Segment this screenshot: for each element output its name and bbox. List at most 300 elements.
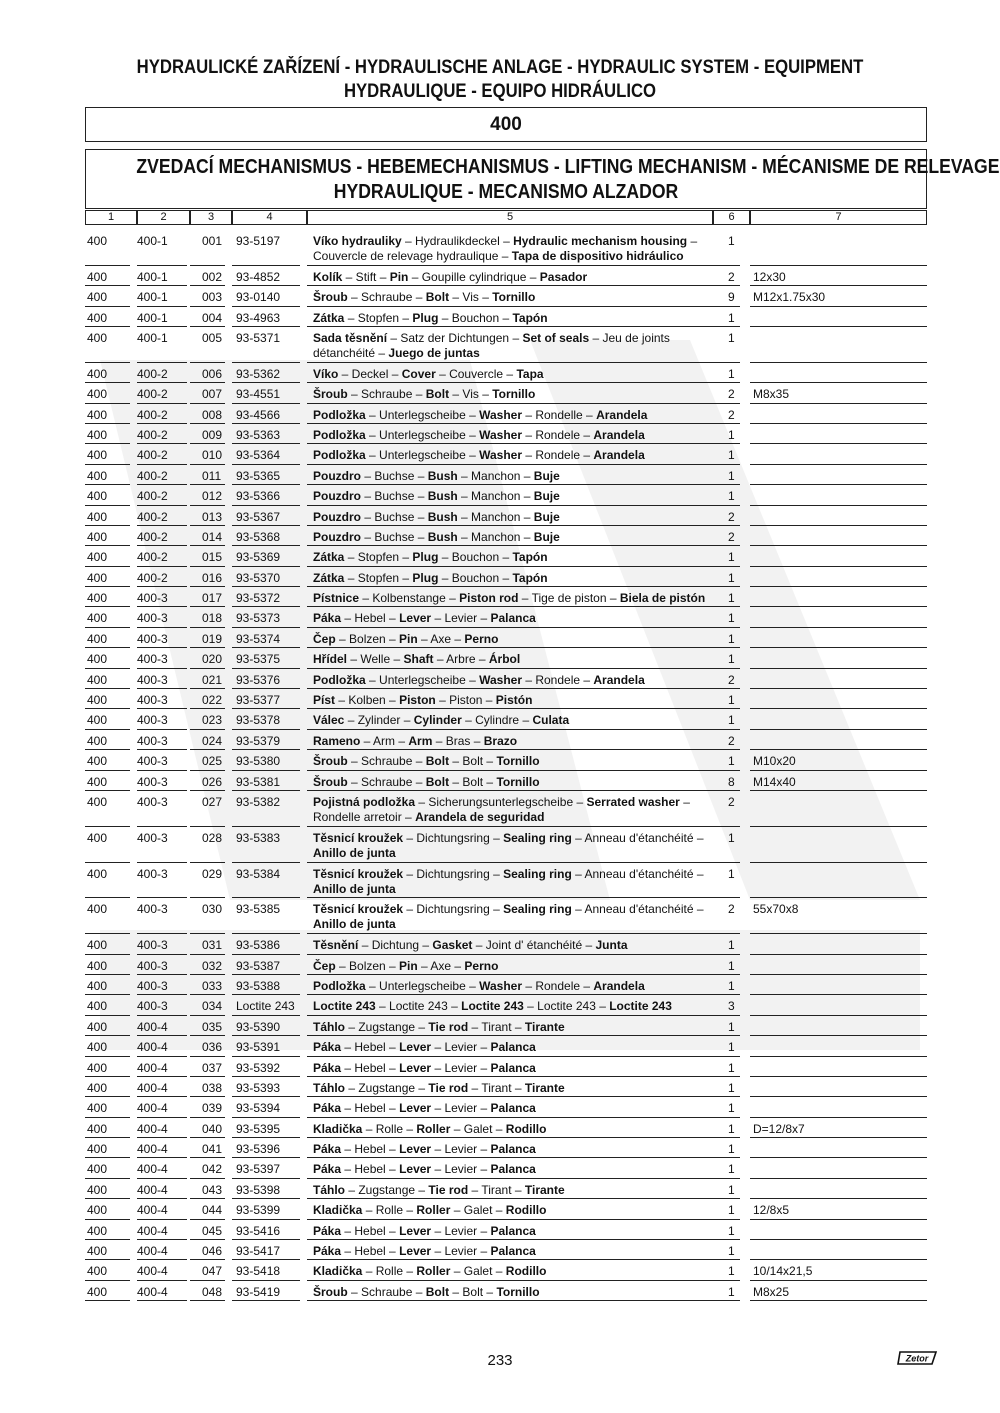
desc-text: – Arbre – — [433, 652, 489, 667]
col-group: 400 — [87, 1142, 108, 1157]
col-part-number: 93-5376 — [236, 672, 281, 687]
desc-text: – Vis – — [449, 387, 493, 402]
desc-text: – Anneau d'étanchéité – — [571, 866, 704, 881]
desc-text: – Hebel – — [341, 1162, 400, 1177]
desc-text: – Bolzen – — [335, 631, 400, 646]
col-position: 010 — [202, 448, 223, 463]
desc-text: – Kolben – — [335, 693, 400, 708]
desc-bold: Washer — [479, 978, 522, 993]
col-position: 040 — [202, 1121, 223, 1136]
col-quantity: 2 — [728, 387, 735, 402]
col-part-number: 93-5417 — [236, 1244, 281, 1259]
desc-bold: Árbol — [488, 652, 521, 667]
desc-text: – Hebel – — [341, 1142, 400, 1157]
desc-text: – Manchon – — [457, 468, 534, 483]
desc-bold: Čep — [313, 958, 336, 973]
col-quantity: 2 — [728, 529, 735, 544]
desc-bold: Palanca — [490, 1060, 536, 1075]
column-header-1: 1 — [85, 210, 137, 225]
col-group: 400 — [87, 754, 108, 769]
col-part-number: 93-4566 — [236, 407, 281, 422]
col-subgroup: 400-4 — [137, 1060, 168, 1075]
desc-bold: Cover — [401, 366, 436, 381]
desc-text: – Anneau d'étanchéité – — [571, 830, 704, 845]
desc-text: – Piston – — [435, 693, 496, 708]
desc-bold: Plug — [412, 570, 439, 585]
desc-bold: Páka — [313, 1223, 342, 1238]
desc-text: – Goupille cylindrique – — [408, 269, 540, 284]
col-group: 400 — [87, 1162, 108, 1177]
row-underline — [307, 1300, 713, 1301]
table-row — [85, 1077, 927, 1097]
col-position: 002 — [202, 269, 223, 284]
desc-text: – Satz der Dichtungen – — [387, 330, 523, 345]
desc-bold: Piston rod — [459, 591, 519, 606]
col-position: 013 — [202, 509, 223, 524]
desc-bold: Bolt — [425, 290, 450, 305]
col-part-number: 93-5381 — [236, 774, 281, 789]
desc-bold: Loctite 243 — [609, 999, 672, 1014]
col-group: 400 — [87, 978, 108, 993]
desc-bold: Rameno — [313, 733, 361, 748]
desc-bold: Tapa de dispositivo hidráulico — [511, 249, 684, 263]
table-row — [85, 526, 927, 546]
desc-text: – Rondele – — [522, 978, 594, 993]
col-quantity: 1 — [728, 1019, 735, 1034]
col-quantity: 1 — [728, 1142, 735, 1157]
desc-bold: Tapa — [516, 366, 544, 381]
desc-bold: Hydraulic mechanism housing — [513, 234, 688, 248]
col-group: 400 — [87, 938, 108, 953]
col-note: 55x70x8 — [753, 902, 799, 917]
col-part-number: 93-5364 — [236, 448, 281, 463]
col-position: 012 — [202, 489, 223, 504]
col-group: 400 — [87, 570, 108, 585]
col-part-number: 93-5197 — [236, 234, 281, 248]
desc-bold: Set of seals — [522, 330, 590, 345]
table-row — [85, 955, 927, 975]
desc-bold: Biela de pistón — [619, 591, 706, 606]
table-row — [85, 730, 927, 750]
col-subgroup: 400-1 — [137, 234, 168, 248]
desc-text: – Hebel – — [341, 1244, 400, 1259]
col-group: 400 — [87, 794, 108, 809]
col-note: D=12/8x7 — [753, 1121, 805, 1136]
desc-text: – Cylindre – — [461, 713, 533, 728]
desc-bold: Hřídel — [313, 652, 348, 667]
col-subgroup: 400-3 — [137, 958, 168, 973]
desc-bold: Pouzdro — [313, 468, 361, 483]
desc-text: – Buchse – — [361, 468, 428, 483]
desc-bold: Šroub — [313, 290, 348, 305]
desc-bold: Arandela — [593, 427, 645, 442]
col-description — [313, 1142, 713, 1157]
col-note: M10x20 — [753, 754, 796, 769]
column-header-5: 5 — [307, 210, 713, 225]
col-part-number: 93-4963 — [236, 310, 281, 325]
col-group: 400 — [87, 866, 108, 881]
desc-bold: Bolt — [425, 1284, 450, 1299]
col-part-number: 93-5391 — [236, 1040, 281, 1055]
desc-bold: Tapón — [512, 550, 548, 565]
col-description — [313, 1101, 713, 1116]
col-group: 400 — [87, 468, 108, 483]
col-description — [313, 734, 713, 749]
desc-text: – Levier – — [431, 1223, 491, 1238]
desc-text: – Unterlegscheibe – — [365, 978, 480, 993]
desc-bold: Bush — [427, 489, 458, 504]
desc-text: – Unterlegscheibe – — [365, 448, 480, 463]
col-position: 006 — [202, 366, 223, 381]
col-group: 400 — [87, 269, 108, 284]
desc-bold: Tirante — [524, 1019, 565, 1034]
col-description — [313, 408, 713, 423]
desc-bold: Gasket — [432, 938, 473, 953]
col-group: 400 — [87, 1019, 108, 1034]
table-row — [85, 1240, 927, 1260]
col-subgroup: 400-3 — [137, 999, 168, 1014]
desc-bold: Páka — [313, 1244, 342, 1259]
col-quantity: 1 — [728, 468, 735, 483]
col-group: 400 — [87, 733, 108, 748]
col-part-number: 93-5418 — [236, 1264, 281, 1279]
desc-text: – Rondele – — [522, 448, 594, 463]
col-position: 018 — [202, 611, 223, 626]
column-header-3: 3 — [190, 210, 232, 225]
desc-bold: Bush — [427, 529, 458, 544]
desc-bold: Čep — [313, 631, 336, 646]
col-description — [313, 311, 713, 326]
col-part-number: 93-5393 — [236, 1080, 281, 1095]
col-part-number: 93-5386 — [236, 938, 281, 953]
desc-bold: Rodillo — [505, 1203, 547, 1218]
desc-text: – Sicherungsunterlegscheibe – — [415, 794, 587, 809]
col-quantity: 2 — [728, 902, 735, 917]
desc-bold: Tie rod — [428, 1182, 469, 1197]
section-title-line-2: HYDRAULIQUE - MECANISMO ALZADOR — [333, 181, 679, 203]
desc-text: – Zylinder – — [344, 713, 414, 728]
col-subgroup: 400-3 — [137, 830, 168, 845]
desc-bold: Buje — [533, 489, 560, 504]
col-quantity: 1 — [728, 1264, 735, 1279]
desc-text: – Rolle – — [362, 1264, 417, 1279]
desc-bold: Těsnicí kroužek — [313, 866, 404, 881]
table-row — [85, 1281, 927, 1301]
table-row — [85, 607, 927, 627]
col-description — [313, 1183, 713, 1198]
col-subgroup: 400-3 — [137, 794, 168, 809]
col-subgroup: 400-4 — [137, 1080, 168, 1095]
col-subgroup: 400-2 — [137, 387, 168, 402]
col-subgroup: 400-3 — [137, 611, 168, 626]
row-underline — [85, 1300, 130, 1301]
desc-bold: Sealing ring — [503, 866, 572, 881]
desc-bold: Roller — [416, 1121, 451, 1136]
table-row — [85, 995, 927, 1015]
desc-text: – Arm – — [360, 733, 409, 748]
column-header-row — [85, 210, 927, 227]
desc-text: – Bouchon – — [438, 310, 513, 325]
desc-text: – Levier – — [431, 1060, 491, 1075]
col-position: 043 — [202, 1182, 223, 1197]
col-part-number: 93-5388 — [236, 978, 281, 993]
desc-text: – Levier – — [431, 1142, 491, 1157]
table-row — [85, 1158, 927, 1178]
desc-bold: Tie rod — [428, 1080, 469, 1095]
col-quantity: 1 — [728, 591, 735, 606]
desc-bold: Sealing ring — [503, 902, 572, 917]
col-quantity: 1 — [728, 570, 735, 585]
table-row — [85, 689, 927, 709]
col-part-number: 93-4852 — [236, 269, 281, 284]
col-group: 400 — [87, 672, 108, 687]
col-group: 400 — [87, 509, 108, 524]
desc-text: – Tirant – — [468, 1019, 525, 1034]
col-subgroup: 400-1 — [137, 290, 168, 305]
col-quantity: 1 — [728, 1244, 735, 1259]
desc-bold: Táhlo — [313, 1019, 345, 1034]
desc-bold: Tirante — [524, 1080, 565, 1095]
col-quantity: 1 — [728, 1060, 735, 1075]
col-group: 400 — [87, 774, 108, 789]
desc-text: – Tirant – — [468, 1080, 525, 1095]
col-group: 400 — [87, 693, 108, 708]
table-row — [85, 1097, 927, 1117]
table-row — [85, 567, 927, 587]
col-subgroup: 400-4 — [137, 1264, 168, 1279]
desc-bold: Washer — [479, 672, 522, 687]
col-position: 039 — [202, 1101, 223, 1116]
col-quantity: 1 — [728, 427, 735, 442]
col-subgroup: 400-3 — [137, 733, 168, 748]
col-part-number: 93-5419 — [236, 1284, 281, 1299]
col-position: 023 — [202, 713, 223, 728]
row-underline — [190, 1300, 225, 1301]
col-note: M14x40 — [753, 774, 796, 789]
desc-text: – Unterlegscheibe – — [365, 672, 480, 687]
col-part-number: 93-5363 — [236, 427, 281, 442]
col-part-number: 93-5416 — [236, 1223, 281, 1238]
col-part-number: 93-5394 — [236, 1101, 281, 1116]
col-group: 400 — [87, 366, 108, 381]
desc-bold: Pístnice — [313, 591, 360, 606]
col-position: 045 — [202, 1223, 223, 1238]
col-position: 032 — [202, 958, 223, 973]
desc-bold: Páka — [313, 1040, 342, 1055]
table-row — [85, 1016, 927, 1036]
desc-bold: Lever — [399, 611, 432, 626]
col-description — [313, 387, 713, 402]
col-part-number: 93-5372 — [236, 591, 281, 606]
desc-bold: Páka — [313, 1142, 342, 1157]
desc-text: – Rondele – — [522, 672, 594, 687]
col-part-number: 93-5398 — [236, 1182, 281, 1197]
table-row — [85, 1036, 927, 1056]
col-part-number: 93-5390 — [236, 1019, 281, 1034]
col-part-number: 93-5378 — [236, 713, 281, 728]
desc-bold: Bolt — [425, 754, 450, 769]
col-position: 020 — [202, 652, 223, 667]
col-part-number: 93-5383 — [236, 830, 281, 845]
col-group: 400 — [87, 902, 108, 917]
col-description — [313, 331, 713, 361]
desc-text: – Bolt – — [449, 1284, 497, 1299]
table-row — [85, 1260, 927, 1280]
group-number-box: 400 — [85, 107, 927, 142]
desc-bold: Tapón — [512, 570, 548, 585]
col-position: 017 — [202, 591, 223, 606]
col-description — [313, 1285, 713, 1300]
desc-bold: Junta — [595, 938, 628, 953]
col-part-number: 93-5379 — [236, 733, 281, 748]
col-group: 400 — [87, 290, 108, 305]
desc-text: – Unterlegscheibe – — [365, 427, 480, 442]
desc-text: – Levier – — [431, 1040, 491, 1055]
col-subgroup: 400-2 — [137, 448, 168, 463]
desc-bold: Plug — [412, 310, 439, 325]
desc-text: – Galet – — [450, 1203, 506, 1218]
desc-bold: Palanca — [490, 1101, 536, 1116]
col-description — [313, 999, 713, 1014]
col-quantity: 1 — [728, 631, 735, 646]
col-description — [313, 1244, 713, 1259]
table-row — [85, 709, 927, 729]
desc-bold: Palanca — [490, 1142, 536, 1157]
desc-bold: Palanca — [490, 1223, 536, 1238]
col-subgroup: 400-3 — [137, 938, 168, 953]
col-position: 028 — [202, 830, 223, 845]
col-description — [313, 1040, 713, 1055]
desc-text: – Vis – — [449, 290, 493, 305]
table-row — [85, 827, 927, 863]
desc-bold: Palanca — [490, 611, 536, 626]
col-subgroup: 400-4 — [137, 1121, 168, 1136]
col-group: 400 — [87, 1244, 108, 1259]
col-group: 400 — [87, 448, 108, 463]
desc-bold: Tirante — [524, 1182, 565, 1197]
desc-bold: Bush — [427, 509, 458, 524]
col-part-number: 93-4551 — [236, 387, 281, 402]
col-group: 400 — [87, 1264, 108, 1279]
col-description — [313, 611, 713, 626]
section-title-box — [85, 149, 1000, 209]
desc-text: – Bouchon – — [438, 570, 513, 585]
col-position: 019 — [202, 631, 223, 646]
col-quantity: 1 — [728, 1203, 735, 1218]
desc-text: – Stopfen – — [344, 310, 413, 325]
col-description — [313, 673, 713, 688]
col-quantity: 1 — [728, 310, 735, 325]
col-position: 031 — [202, 938, 223, 953]
col-quantity: 1 — [728, 448, 735, 463]
col-description — [313, 591, 713, 606]
col-quantity: 2 — [728, 509, 735, 524]
col-subgroup: 400-1 — [137, 310, 168, 325]
column-header-7: 7 — [750, 210, 927, 225]
desc-bold: Šroub — [313, 774, 348, 789]
desc-bold: Bolt — [425, 774, 450, 789]
col-subgroup: 400-2 — [137, 407, 168, 422]
col-group: 400 — [87, 652, 108, 667]
desc-bold: Podložka — [313, 448, 366, 463]
col-group: 400 — [87, 1284, 108, 1299]
col-part-number: 93-5380 — [236, 754, 281, 769]
col-part-number: 93-5396 — [236, 1142, 281, 1157]
desc-text: – Joint d' étanchéité – — [472, 938, 596, 953]
col-subgroup: 400-2 — [137, 570, 168, 585]
desc-text: – Dichtungsring – — [403, 830, 504, 845]
desc-bold: Sada těsnění — [313, 330, 388, 345]
col-subgroup: 400-1 — [137, 330, 168, 345]
col-position: 035 — [202, 1019, 223, 1034]
desc-bold: Culata — [532, 713, 570, 728]
col-group: 400 — [87, 427, 108, 442]
col-description — [313, 290, 713, 305]
row-underline — [137, 1300, 187, 1301]
col-subgroup: 400-2 — [137, 366, 168, 381]
col-subgroup: 400-3 — [137, 652, 168, 667]
desc-bold: Lever — [399, 1101, 432, 1116]
col-part-number: 93-5362 — [236, 366, 281, 381]
desc-bold: Podložka — [313, 407, 366, 422]
col-position: 024 — [202, 733, 223, 748]
col-group: 400 — [87, 631, 108, 646]
desc-text: – Couvercle de relevage hydraulique – — [313, 234, 698, 263]
desc-bold: Palanca — [490, 1040, 536, 1055]
desc-bold: Buje — [533, 529, 560, 544]
col-position: 041 — [202, 1142, 223, 1157]
desc-bold: Tornillo — [496, 774, 540, 789]
zetor-logo — [896, 1349, 940, 1367]
desc-bold: Lever — [399, 1060, 432, 1075]
desc-bold: Arm — [408, 733, 433, 748]
desc-text: – Loctite 243 – — [375, 999, 462, 1014]
desc-bold: Pasador — [539, 269, 588, 284]
col-group: 400 — [87, 713, 108, 728]
desc-bold: Zátka — [313, 310, 345, 325]
desc-text: – Levier – — [431, 1162, 491, 1177]
col-subgroup: 400-4 — [137, 1040, 168, 1055]
desc-text: – Hydraulikdeckel – — [401, 234, 514, 248]
col-position: 016 — [202, 570, 223, 585]
desc-text: – Galet – — [450, 1121, 506, 1136]
desc-text: – Rondelle arretoir – — [313, 794, 690, 824]
col-quantity: 1 — [728, 1223, 735, 1238]
col-position: 001 — [202, 234, 223, 248]
desc-bold: Anillo de junta — [313, 845, 396, 860]
col-group: 400 — [87, 234, 108, 248]
col-part-number: 93-5365 — [236, 468, 281, 483]
col-position: 003 — [202, 290, 223, 305]
desc-text: – Anneau d'étanchéité – — [571, 902, 704, 917]
col-quantity: 1 — [728, 366, 735, 381]
col-description — [313, 1203, 713, 1218]
desc-text: – Buchse – — [361, 509, 428, 524]
col-description — [313, 902, 713, 932]
col-part-number: 93-5374 — [236, 631, 281, 646]
col-position: 048 — [202, 1284, 223, 1299]
desc-bold: Lever — [399, 1040, 432, 1055]
column-header-6: 6 — [713, 210, 750, 225]
desc-bold: Válec — [313, 713, 345, 728]
col-position: 025 — [202, 754, 223, 769]
desc-bold: Tornillo — [496, 1284, 540, 1299]
col-group: 400 — [87, 958, 108, 973]
table-row — [85, 327, 927, 363]
col-position: 044 — [202, 1203, 223, 1218]
col-quantity: 1 — [728, 1121, 735, 1136]
desc-bold: Kladička — [313, 1121, 363, 1136]
